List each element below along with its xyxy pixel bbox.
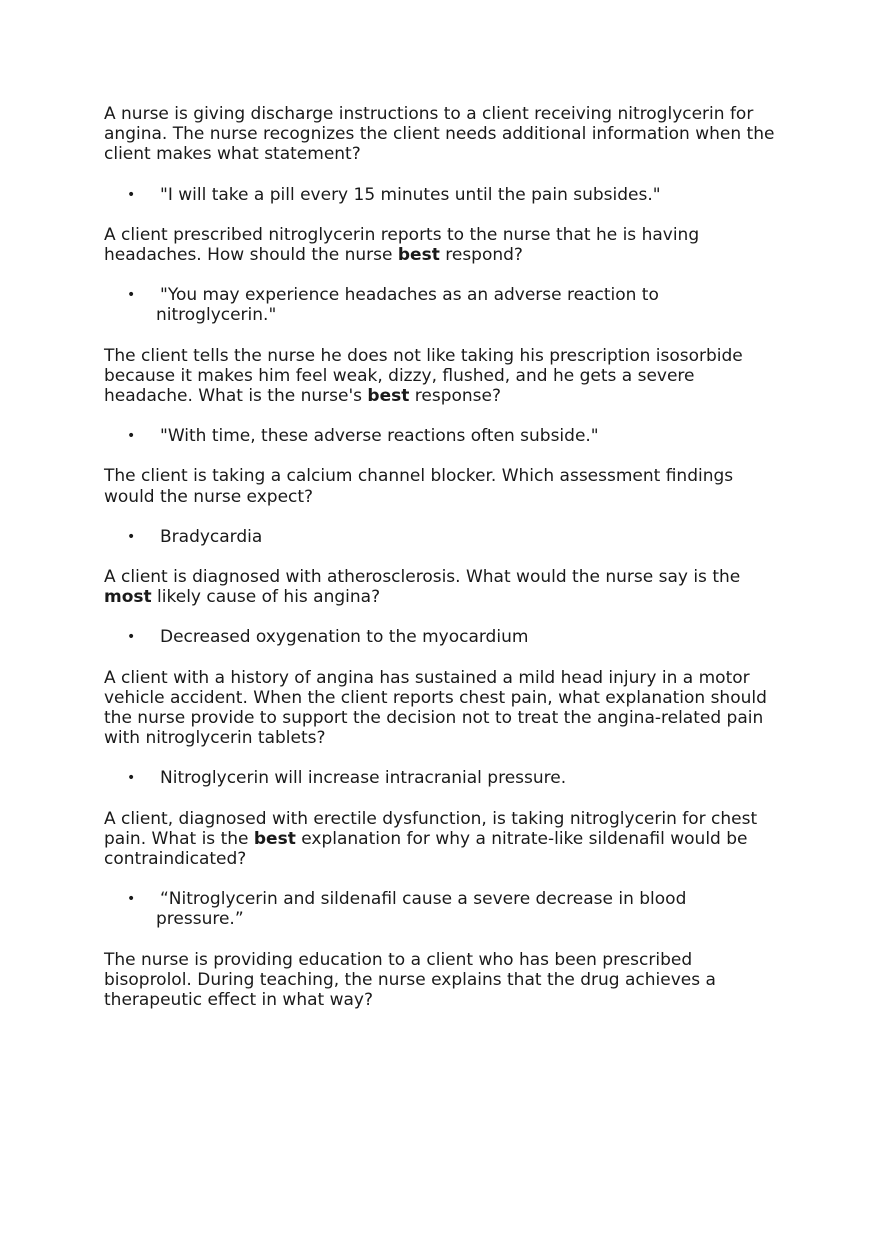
answer-6 <box>104 768 776 788</box>
bullet-icon: • <box>127 891 136 908</box>
emphasis: best <box>397 245 440 266</box>
answer-1 <box>104 185 776 205</box>
question-3: The client tells the nurse he does not like taking his prescription isosorbide because it makes him feel weak, dizzy, flushed, and he gets a severe headache. What is the nurse's best response? <box>104 345 743 407</box>
emphasis: best <box>253 828 296 849</box>
question-2: A client prescribed nitroglycerin reports to the nurse that he is having headaches. How should the nurse best respond? <box>104 224 700 266</box>
bullet-icon: • <box>127 528 136 545</box>
question-6: A client with a history of angina has sustained a mild head injury in a motor vehicle accident. When the client reports chest pain, what explanation should the nurse provide to support the decision not to treat the angina-related pain with nitroglycerin tablets? <box>104 667 767 749</box>
emphasis: best <box>367 386 410 407</box>
question-4: The client is taking a calcium channel blocker. Which assessment findings would the nurse expect? <box>104 466 734 507</box>
bullet-icon: • <box>127 186 136 203</box>
answer-text: “Nitroglycerin and sildenafil cause a severe decrease in blood pressure.” <box>156 889 687 930</box>
answer-text: "You may experience headaches as an adverse reaction to nitroglycerin." <box>156 285 659 326</box>
answer-3 <box>104 426 776 446</box>
answer-text: "With time, these adverse reactions often subside." <box>160 426 599 447</box>
document-page <box>104 104 776 1030</box>
answer-2 <box>104 285 776 325</box>
question-5: A client is diagnosed with atherosclerosis. What would the nurse say is the most likely cause of his angina? <box>104 567 741 608</box>
answer-text: Nitroglycerin will increase intracranial pressure. <box>160 768 567 789</box>
bullet-icon: • <box>127 428 136 445</box>
bullet-icon: • <box>127 287 136 304</box>
answer-4 <box>104 527 776 547</box>
emphasis: most <box>104 587 152 608</box>
question-8: The nurse is providing education to a client who has been prescribed bisoprolol. During teaching, the nurse explains that the drug achieves a therapeutic effect in what way? <box>104 949 716 1011</box>
answer-7 <box>104 889 776 929</box>
answer-text: Decreased oxygenation to the myocardium <box>160 627 529 648</box>
question-1: A nurse is giving discharge instructions to a client receiving nitroglycerin for angina. The nurse recognizes the client needs additional information when the client makes what statement? <box>104 104 775 165</box>
bullet-icon: • <box>127 770 136 787</box>
answer-text: Bradycardia <box>160 526 263 547</box>
bullet-icon: • <box>127 629 136 646</box>
answer-5 <box>104 627 776 647</box>
answer-text: "I will take a pill every 15 minutes until the pain subsides." <box>160 184 661 205</box>
question-7: A client, diagnosed with erectile dysfunction, is taking nitroglycerin for chest pain. What is the best explanation for why a nitrate-like sildenafil would be contraindicated? <box>104 808 758 870</box>
